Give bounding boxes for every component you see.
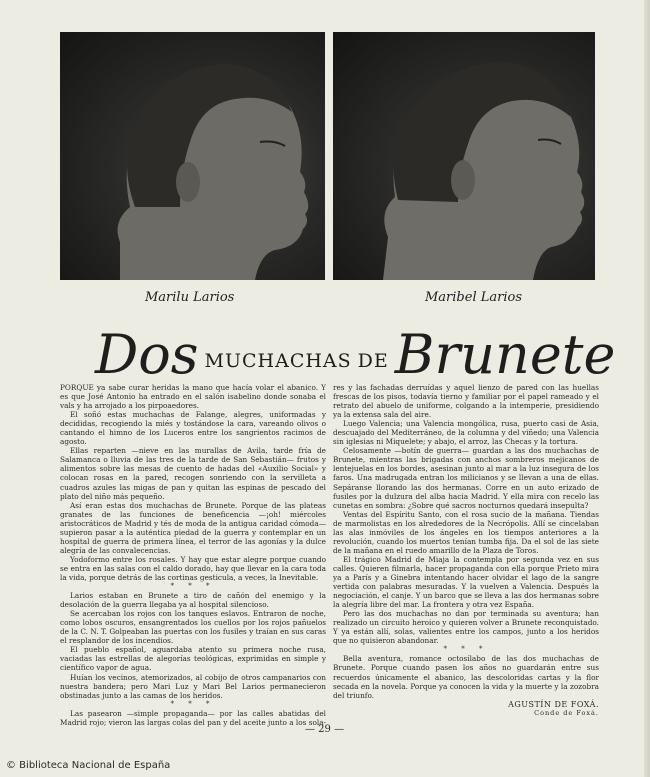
author-title: Conde de Foxá. bbox=[534, 708, 599, 717]
paragraph: Larios estaban en Brunete a tiro de cañón del enemigo y la desolación de la guerra llegaba ya al hospital silencioso. bbox=[60, 591, 326, 610]
article-headline bbox=[95, 312, 616, 386]
page-edge bbox=[644, 0, 650, 777]
section-separator: * * * bbox=[443, 645, 489, 654]
portrait-right-figure bbox=[333, 32, 595, 280]
paragraph: PORQUE ya sabe curar heridas la mano que hacía volar el abanico. Y es que José Antonio ha entrado en el salón isabelino donde sonaba el vals y ha arrojado a los pirpoaedores. bbox=[60, 383, 326, 411]
caption-right: Maribel Larios bbox=[425, 290, 522, 305]
section-separator: * * * bbox=[170, 582, 216, 591]
paragraph: Yodoformo entre los rosales. Y hay que estar alegre porque cuando se entra en las salas con el caldo dorado, hay que llevar en la cara toda la vida, porque detrás de las cortinas gesticula, a veces, la Inevitable. bbox=[60, 554, 326, 582]
paragraph: Se acercaban los rojos con los tanques eslavos. Entraron de noche, como lobos oscuros, ensangrentados los cuellos por los rojos pañuelos de la C. N. T. Golpeaban las puertas con los fusiles y traían en sus caras el resplandor de los incendios. bbox=[60, 609, 326, 646]
paragraph: Luego Valencia; una Valencia mongólica, rusa, puerto casi de Asia, descuajado del Mediterráneo, de la columna y del viñedo; una Valencia sin iglesias ni Miquelete; y abajo, el arroz, las Checas y la tortura. bbox=[333, 419, 599, 447]
article-column-right bbox=[333, 383, 599, 718]
author-signature: AGUSTÍN DE FOXÁ. bbox=[508, 699, 599, 709]
paragraph: Ventas del Espíritu Santo, con el rosa sucio de la mañana. Tiendas de marmolistas en los alrededores de la Necrópolis. Allí se cincelaban las alas inmóviles de los ángeles en los tiempos anteriores a la revolución, cuando los muertos tenían tumba fija. Da el sol de las siete de la mañana en el ruedo amarillo de la Plaza de Toros. bbox=[333, 509, 599, 555]
section-separator: * * * bbox=[170, 699, 216, 708]
headline-word-de: DE bbox=[357, 350, 389, 372]
paragraph: Pero las dos muchachas no dan por terminada su aventura; han realizado un circuito heroico y quieren volver a Brunete reconquistado. Y ya están allí, solas, valientes entre los campos, junto a los heridos que no quisieron abandonar. bbox=[333, 609, 599, 646]
caption-left: Marilu Larios bbox=[145, 290, 235, 305]
paragraph: Bella aventura, romance octosílabo de las dos muchachas de Brunete. Porque cuando pasen los años no guardarán entre sus recuerdos únicamente el abanico, las descoloridas cartas y la flor secada en la novela. Porque ya conocen la vida y la muerte y la zozobra del triunfo. bbox=[333, 654, 599, 700]
portrait-photo-right bbox=[333, 32, 595, 280]
paragraph: El soñó estas muchachas de Falange, alegres, uniformadas y decididas, recogiendo la miés y tostándose la cara, vareando olivos o cantando el himno de los Luceros entre los sangrientos racimos de agosto. bbox=[60, 410, 326, 447]
paragraph: Huían los vecinos, atemorizados, al cobijo de otros campanarios con nuestra bandera; pero Mari Luz y Mari Bel Larios permanecieron obstinadas junto a las camas de los heridos. bbox=[60, 672, 326, 700]
headline-word-muchachas: MUCHACHAS bbox=[204, 350, 352, 372]
paragraph: El pueblo español, aguardaba atento su primera noche rusa, vaciadas las estrellas de alegorías teológicas, exprimidas en simple y científico vapor de agua. bbox=[60, 645, 326, 673]
library-watermark: © Biblioteca Nacional de España bbox=[6, 760, 171, 771]
headline-word-dos: Dos bbox=[95, 323, 199, 386]
paragraph: res y las fachadas derruídas y aquel lienzo de pared con las huellas frescas de los pisos, todavía tierno y familiar por el papel rameado y el retrato del abuelo de uniforme, colgando a la intemperie, presidiendo ya la extensa sala del aire. bbox=[333, 383, 599, 420]
paragraph: Las pasearon —simple propaganda— por las calles abatidas del Madrid rojo; vieron las largas colas del pan y del aceite junto a los sola- bbox=[60, 708, 327, 727]
article-column-left bbox=[60, 383, 326, 727]
page-number: — 29 — bbox=[305, 724, 345, 735]
headline-word-brunete: Brunete bbox=[394, 323, 616, 386]
portrait-photo-left bbox=[60, 32, 325, 280]
paragraph: Ellas reparten —nieve en las murallas de Avila, tarde fría de Salamanca o lluvia de las tres de la tarde de San Sebastián— frutos y alimentos sobre las mesas de cuento de hadas del «Auxilio Social» y colocan rosas en la pared, recogen sonriendo con la servilleta a cuadros azules las migas de pan y quitan las espinas de pescado del plato del niño más pequeño. bbox=[60, 446, 326, 501]
paragraph: Celosamente —botín de guerra— guardan a las dos muchachas de Brunete, mientras las brigadas con anchos sombreros mejicanos de lentejuelas en los bordes, asesinan junto al mar a la luz insegura de los faros. Una madrugada entran los milicianos y se llevan a una de ellas. Sepáranse llorando las dos hermanas. Corre en un auto erizado de fusiles por la dulzura del alba hacia Madrid. Y ella mira con recelo las cunetas en sombra: ¿Sobre qué sacros nocturnos quedará insepulta? bbox=[333, 446, 599, 510]
paragraph: Así eran estas dos muchachas de Brunete. Porque de las plateas granates de las funciones de beneficencia —¡oh! miércoles aristocráticos de Madrid y tés de moda de la antigua caridad cómoda— supieron pasar a la auténtica piedad de la guerra y contemplar en un hospital de guerra de primera línea, el terror de las agonías y la dulce alegría de las convalecencias. bbox=[60, 500, 326, 555]
portrait-left-figure bbox=[60, 32, 325, 280]
paragraph: El trágico Madrid de Miaja la contempla por segunda vez en sus calles. Quieren filmarla, hacer propaganda con ella porque Prieto mira ya a París y a Ginebra intentando hacer olvidar el lago de la sangre vertida con palabras mesuradas. Y la vuelven a Valencia. Después la negociación, el canje. Y un barco que se lleva a las dos hermanas sobre la alegría libre del mar. La frontera y otra vez España. bbox=[333, 554, 599, 610]
